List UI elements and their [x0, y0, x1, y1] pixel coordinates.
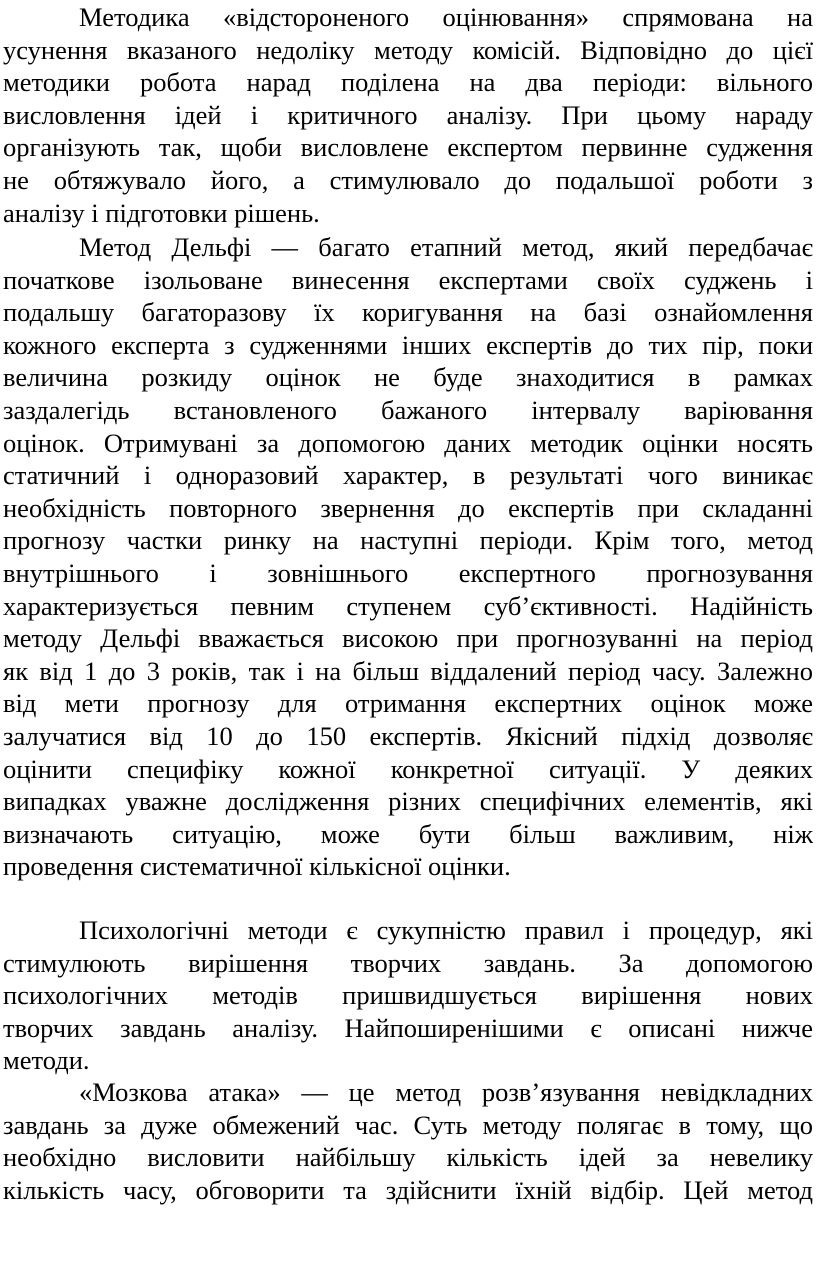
paragraph-detached-evaluation [3, 1, 813, 229]
text-line: початкове ізольоване винесення експертами своїх суджень і [3, 264, 813, 295]
text-line: необхідно висловити найбільшу кількість ідей за невелику [3, 1142, 813, 1173]
text-line: проведення систематичної кількісної оцінки. [3, 851, 511, 882]
text-line: кількість часу, обговорити та здійснити їхній відбір. Цей метод [3, 1174, 813, 1205]
text-line: стимулюють вирішення творчих завдань. За допомогою [3, 947, 813, 978]
paragraph-brainstorming [3, 1076, 813, 1206]
text-line: не обтяжувало його, а стимулювало до подальшої роботи з [3, 164, 813, 195]
text-line: залучатися від 10 до 150 експертів. Якісний підхід дозволяє [3, 720, 813, 751]
text-line: від мети прогнозу для отримання експертних оцінок може [3, 688, 813, 719]
text-line: випадках уважне дослідження різних специфічних елементів, які [3, 786, 813, 817]
text-line: статичний і одноразовий характер, в результаті чого виникає [3, 460, 813, 491]
text-line: оцінити специфіку кожної конкретної ситуації. У деяких [3, 753, 813, 784]
paragraph-delphi-method [3, 231, 813, 883]
text-line: методу Дельфі вважається високою при прогнозуванні на період [3, 623, 813, 654]
text-line: кожного експерта з судженнями інших експертів до тих пір, поки [3, 329, 813, 360]
text-line: завдань за дуже обмежений час. Суть методу полягає в тому, що [3, 1109, 813, 1140]
text-line: Методика «відстороненого оцінювання» спрямована на [79, 2, 813, 32]
text-line: організують так, щоби висловлене експертом первинне судження [3, 132, 813, 163]
text-line: методики робота нарад поділена на два періоди: вільного [3, 67, 813, 98]
text-line: подальшу багаторазову їх коригування на базі ознайомлення [3, 297, 813, 328]
text-line: усунення вказаного недоліку методу комісій. Відповідно до цієї [3, 34, 813, 65]
paragraph-psychological-methods [3, 914, 813, 1077]
text-line: аналізу і підготовки рішень. [3, 197, 320, 228]
text-line: визначають ситуацію, може бути більш важливим, ніж [3, 818, 813, 849]
text-line: величина розкиду оцінок не буде знаходитися в рамках [3, 362, 813, 393]
text-line: оцінок. Отримувані за допомогою даних методик оцінки носять [3, 427, 813, 458]
text-line: психологічних методів пришвидшується вирішення нових [3, 980, 813, 1011]
text-line: заздалегідь встановленого бажаного інтервалу варіювання [3, 394, 813, 425]
text-line: висловлення ідей і критичного аналізу. При цьому нараду [3, 99, 813, 130]
text-line: характеризується певним ступенем суб’єктивності. Надійність [3, 590, 813, 621]
text-line: внутрішнього і зовнішнього експертного прогнозування [3, 557, 813, 588]
text-line: необхідність повторного звернення до експертів при складанні [3, 492, 813, 523]
text-line: Психологічні методи є сукупністю правил і процедур, які [79, 915, 813, 945]
text-line: творчих завдань аналізу. Найпоширенішими є описані нижче [3, 1012, 813, 1043]
text-line: як від 1 до 3 років, так і на більш віддалений період часу. Залежно [3, 655, 813, 686]
text-line: Метод Дельфі — багато етапний метод, який передбачає [79, 232, 813, 262]
text-line: методи. [3, 1045, 90, 1076]
text-line: «Мозкова атака» — це метод розв’язування невідкладних [79, 1077, 813, 1107]
text-line: прогнозу частки ринку на наступні періоди. Крім того, метод [3, 525, 813, 556]
